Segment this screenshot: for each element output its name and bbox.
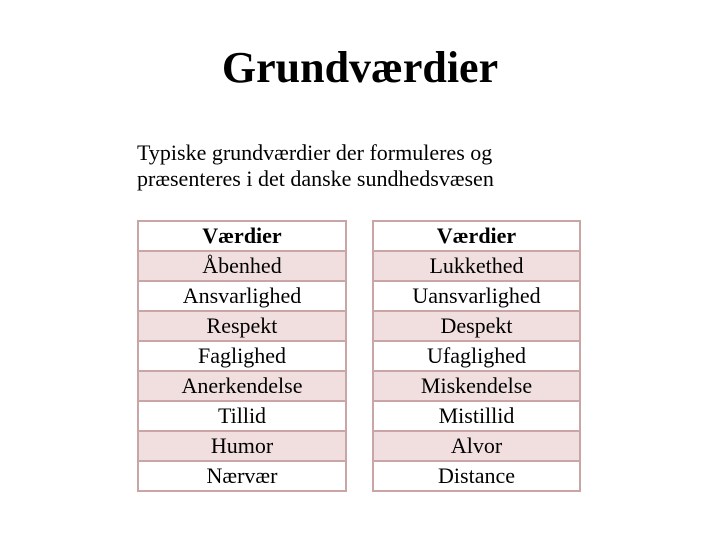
positive-values-table (137, 220, 347, 492)
value-cell: Humor (138, 431, 346, 461)
table-row (373, 371, 580, 401)
table-row (138, 341, 346, 371)
table-row (138, 461, 346, 491)
value-cell: Nærvær (138, 461, 346, 491)
subtitle-line-2: præsenteres i det danske sundhedsvæsen (137, 166, 494, 191)
value-cell: Respekt (138, 311, 346, 341)
table-row (373, 281, 580, 311)
table-row (373, 431, 580, 461)
table-row (373, 401, 580, 431)
table-header: Værdier (138, 221, 346, 251)
negative-values-table (372, 220, 581, 492)
table-row (373, 461, 580, 491)
value-cell: Faglighed (138, 341, 346, 371)
slide-subtitle (137, 140, 597, 192)
value-cell: Ansvarlighed (138, 281, 346, 311)
table-header-row (373, 221, 580, 251)
value-cell: Ufaglighed (373, 341, 580, 371)
table-row (138, 371, 346, 401)
value-cell: Miskendelse (373, 371, 580, 401)
table-row (138, 431, 346, 461)
value-cell: Alvor (373, 431, 580, 461)
value-cell: Uansvarlighed (373, 281, 580, 311)
value-cell: Lukkethed (373, 251, 580, 281)
value-cell: Åbenhed (138, 251, 346, 281)
subtitle-line-1: Typiske grundværdier der formuleres og (137, 140, 493, 165)
table-header: Værdier (373, 221, 580, 251)
table-row (138, 401, 346, 431)
value-cell: Tillid (138, 401, 346, 431)
value-cell: Despekt (373, 311, 580, 341)
value-cell: Anerkendelse (138, 371, 346, 401)
table-row (138, 251, 346, 281)
table-row (373, 341, 580, 371)
table-row (373, 311, 580, 341)
table-row (138, 311, 346, 341)
table-row (138, 281, 346, 311)
value-cell: Distance (373, 461, 580, 491)
value-cell: Mistillid (373, 401, 580, 431)
slide-title: Grundværdier (221, 43, 499, 92)
table-row (373, 251, 580, 281)
table-header-row (138, 221, 346, 251)
